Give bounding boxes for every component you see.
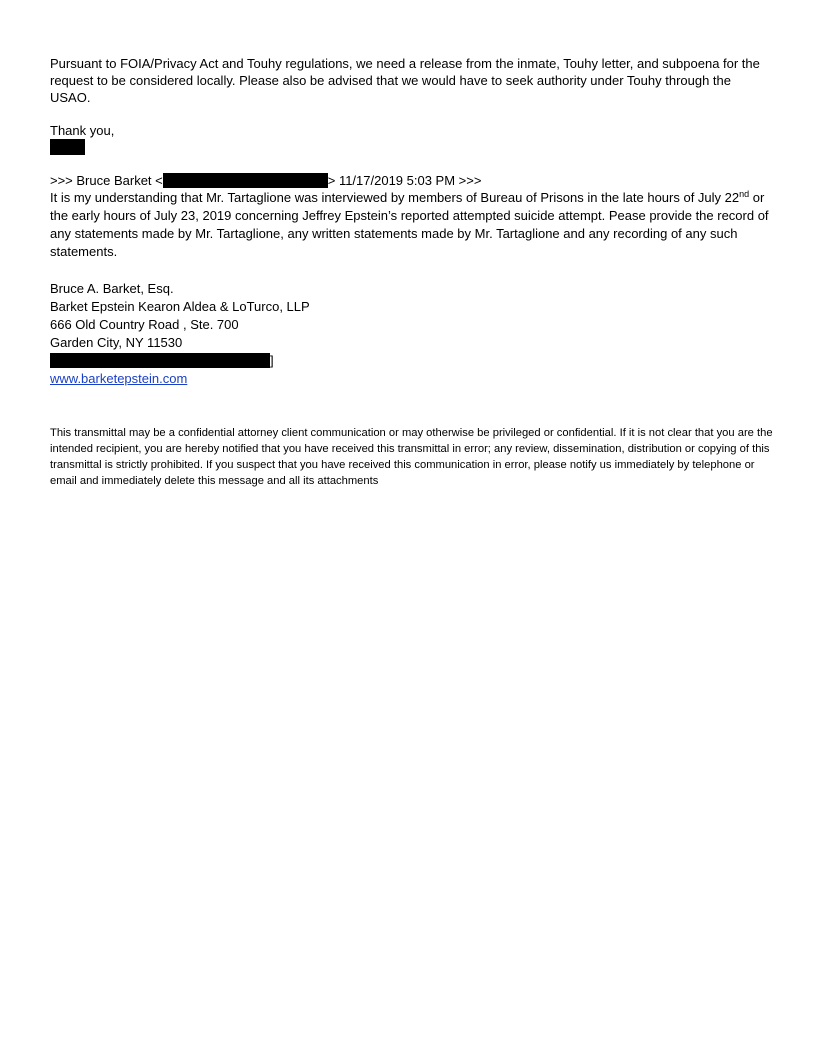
confidentiality-disclaimer: This transmittal may be a confidential attorney client communication or may otherwise be privileged or confidential. If it is not clear that you are the intended recipient, you are hereby notified that you have received this transmittal in error; any review, dissemination, distribution or copying of this transmittal is strictly prohibited. If you suspect that you have received this communication in error, please notify us immediately by telephone or email and immediately delete this message and all its attachments [50, 427, 773, 487]
reply-paragraph: Pursuant to FOIA/Privacy Act and Touhy regulations, we need a release from the inmate, Touhy letter, and subpoena for the request to be considered locally. Please also be advised that we would have to seek authority under Touhy through the USAO. [50, 56, 760, 105]
redaction-block [163, 173, 328, 188]
website-link[interactable]: www.barketepstein.com [50, 371, 188, 386]
redaction-block [50, 353, 270, 368]
ordinal-suffix: nd [739, 189, 750, 199]
forwarded-header-suffix: > 11/17/2019 5:03 PM >>> [327, 173, 482, 188]
signature-website [50, 370, 774, 388]
signature-name: Bruce A. Barket, Esq. [50, 281, 174, 296]
email-document [50, 55, 774, 489]
signature-firm: Barket Epstein Kearon Aldea & LoTurco, LLP [50, 299, 310, 314]
forwarded-body-part1: It is my understanding that Mr. Tartaglione was interviewed by members of Bureau of Prisons in the late hours of July 22 [50, 190, 740, 205]
reply-closing: Thank you, [50, 123, 115, 138]
redaction-block [50, 139, 85, 155]
redacted-sender-name [50, 139, 774, 156]
forwarded-header [50, 172, 774, 189]
spacer [50, 106, 774, 122]
spacer [50, 156, 774, 172]
signature-address-line1: 666 Old Country Road , Ste. 700 [50, 317, 239, 332]
signature-contact-suffix: ] [270, 353, 274, 368]
forwarded-header-prefix: >>> Bruce Barket < [50, 173, 163, 188]
spacer [50, 388, 774, 425]
forwarded-body-part2: or the early hours of July 23, 2019 concerning Jeffrey Epstein’s reported attempted suicide attempt. Pease provide the record of any statements made by Mr. Tartaglione, any written statements made by Mr. Tartaglione and any recording of any such statements. [50, 190, 769, 259]
signature-contact [50, 352, 774, 370]
spacer [50, 261, 774, 280]
signature-address-line2: Garden City, NY 11530 [50, 335, 183, 350]
forwarded-body [50, 189, 774, 261]
